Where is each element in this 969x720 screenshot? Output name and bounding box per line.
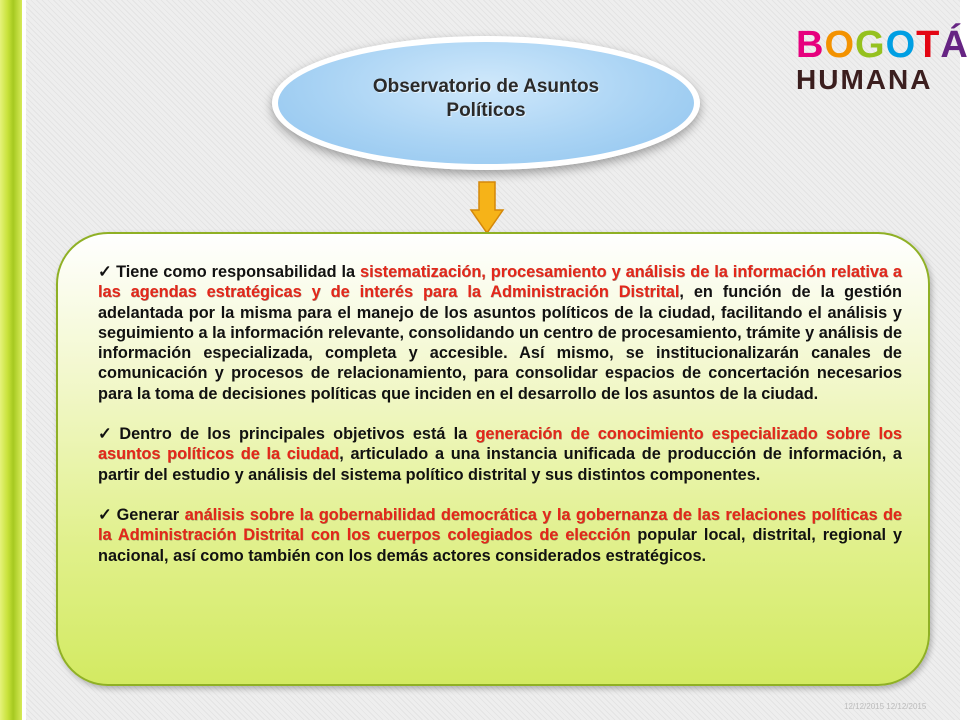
- logo-letter: O: [885, 24, 917, 66]
- check-icon: ✓: [98, 505, 113, 524]
- logo-letter: O: [824, 24, 856, 66]
- text-segment: Dentro de los principales objetivos está la: [119, 425, 476, 444]
- footer-date: 12/12/2015 12/12/2015: [844, 702, 927, 711]
- logo-letter: G: [855, 24, 886, 66]
- logo-line2: HUMANA: [796, 64, 933, 95]
- text-segment: Generar: [116, 505, 185, 524]
- highlight-segment: sistematización, procesamiento y análisis de la información relativa a las agendas estratégicas y de interés para la Administración Distrital: [98, 263, 902, 302]
- highlight-segment: análisis sobre la gobernabilidad democrática y la gobernanza de las relaciones políticas de la Administración Distrital con los cuerpos colegiados de elección: [98, 505, 902, 545]
- logo-letter: Á: [940, 24, 969, 66]
- logo-letter: B: [796, 24, 825, 66]
- title-ellipse: [272, 36, 700, 170]
- paragraph: [98, 262, 902, 404]
- highlight-segment: generación de conocimiento especializado sobre los asuntos políticos de la ciudad: [98, 425, 902, 464]
- check-icon: ✓: [98, 425, 116, 444]
- paragraph: [98, 505, 902, 566]
- logo-line1: [796, 26, 969, 64]
- text-segment: , en función de la gestión adelantada por la misma para el manejo de los asuntos políticos de la ciudad, facilitando el análisis y seguimiento a la información relevante, consolidando un centro de procesamiento, trámite y análisis de información especializada, completa y accesible. Así mismo, se institucionalizarán canales de comunicación y procesos de relacionamiento, para consolidar espacios de concertación necesarios para la toma de decisiones políticas que inciden en el desarrollo de los asuntos de la ciudad.: [98, 283, 902, 403]
- paragraph: [98, 424, 902, 485]
- left-accent-stripe: [0, 0, 22, 720]
- logo-letter: T: [916, 24, 941, 66]
- down-arrow-icon: [470, 182, 504, 234]
- bogota-humana-logo: [796, 24, 969, 96]
- text-segment: Tiene como responsabilidad la: [116, 263, 361, 281]
- text-segment: , articulado a una instancia unificada de producción de información, a partir del estudio y análisis del sistema político distrital y sus distintos componentes.: [98, 445, 902, 484]
- content-box: [56, 232, 930, 686]
- text-segment: popular local, distrital, regional y nacional, así como también con los demás actores considerados estratégicos.: [98, 526, 902, 565]
- check-icon: ✓: [98, 263, 113, 281]
- content-text: [98, 262, 902, 586]
- page-title: Observatorio de Asuntos Políticos: [372, 76, 600, 121]
